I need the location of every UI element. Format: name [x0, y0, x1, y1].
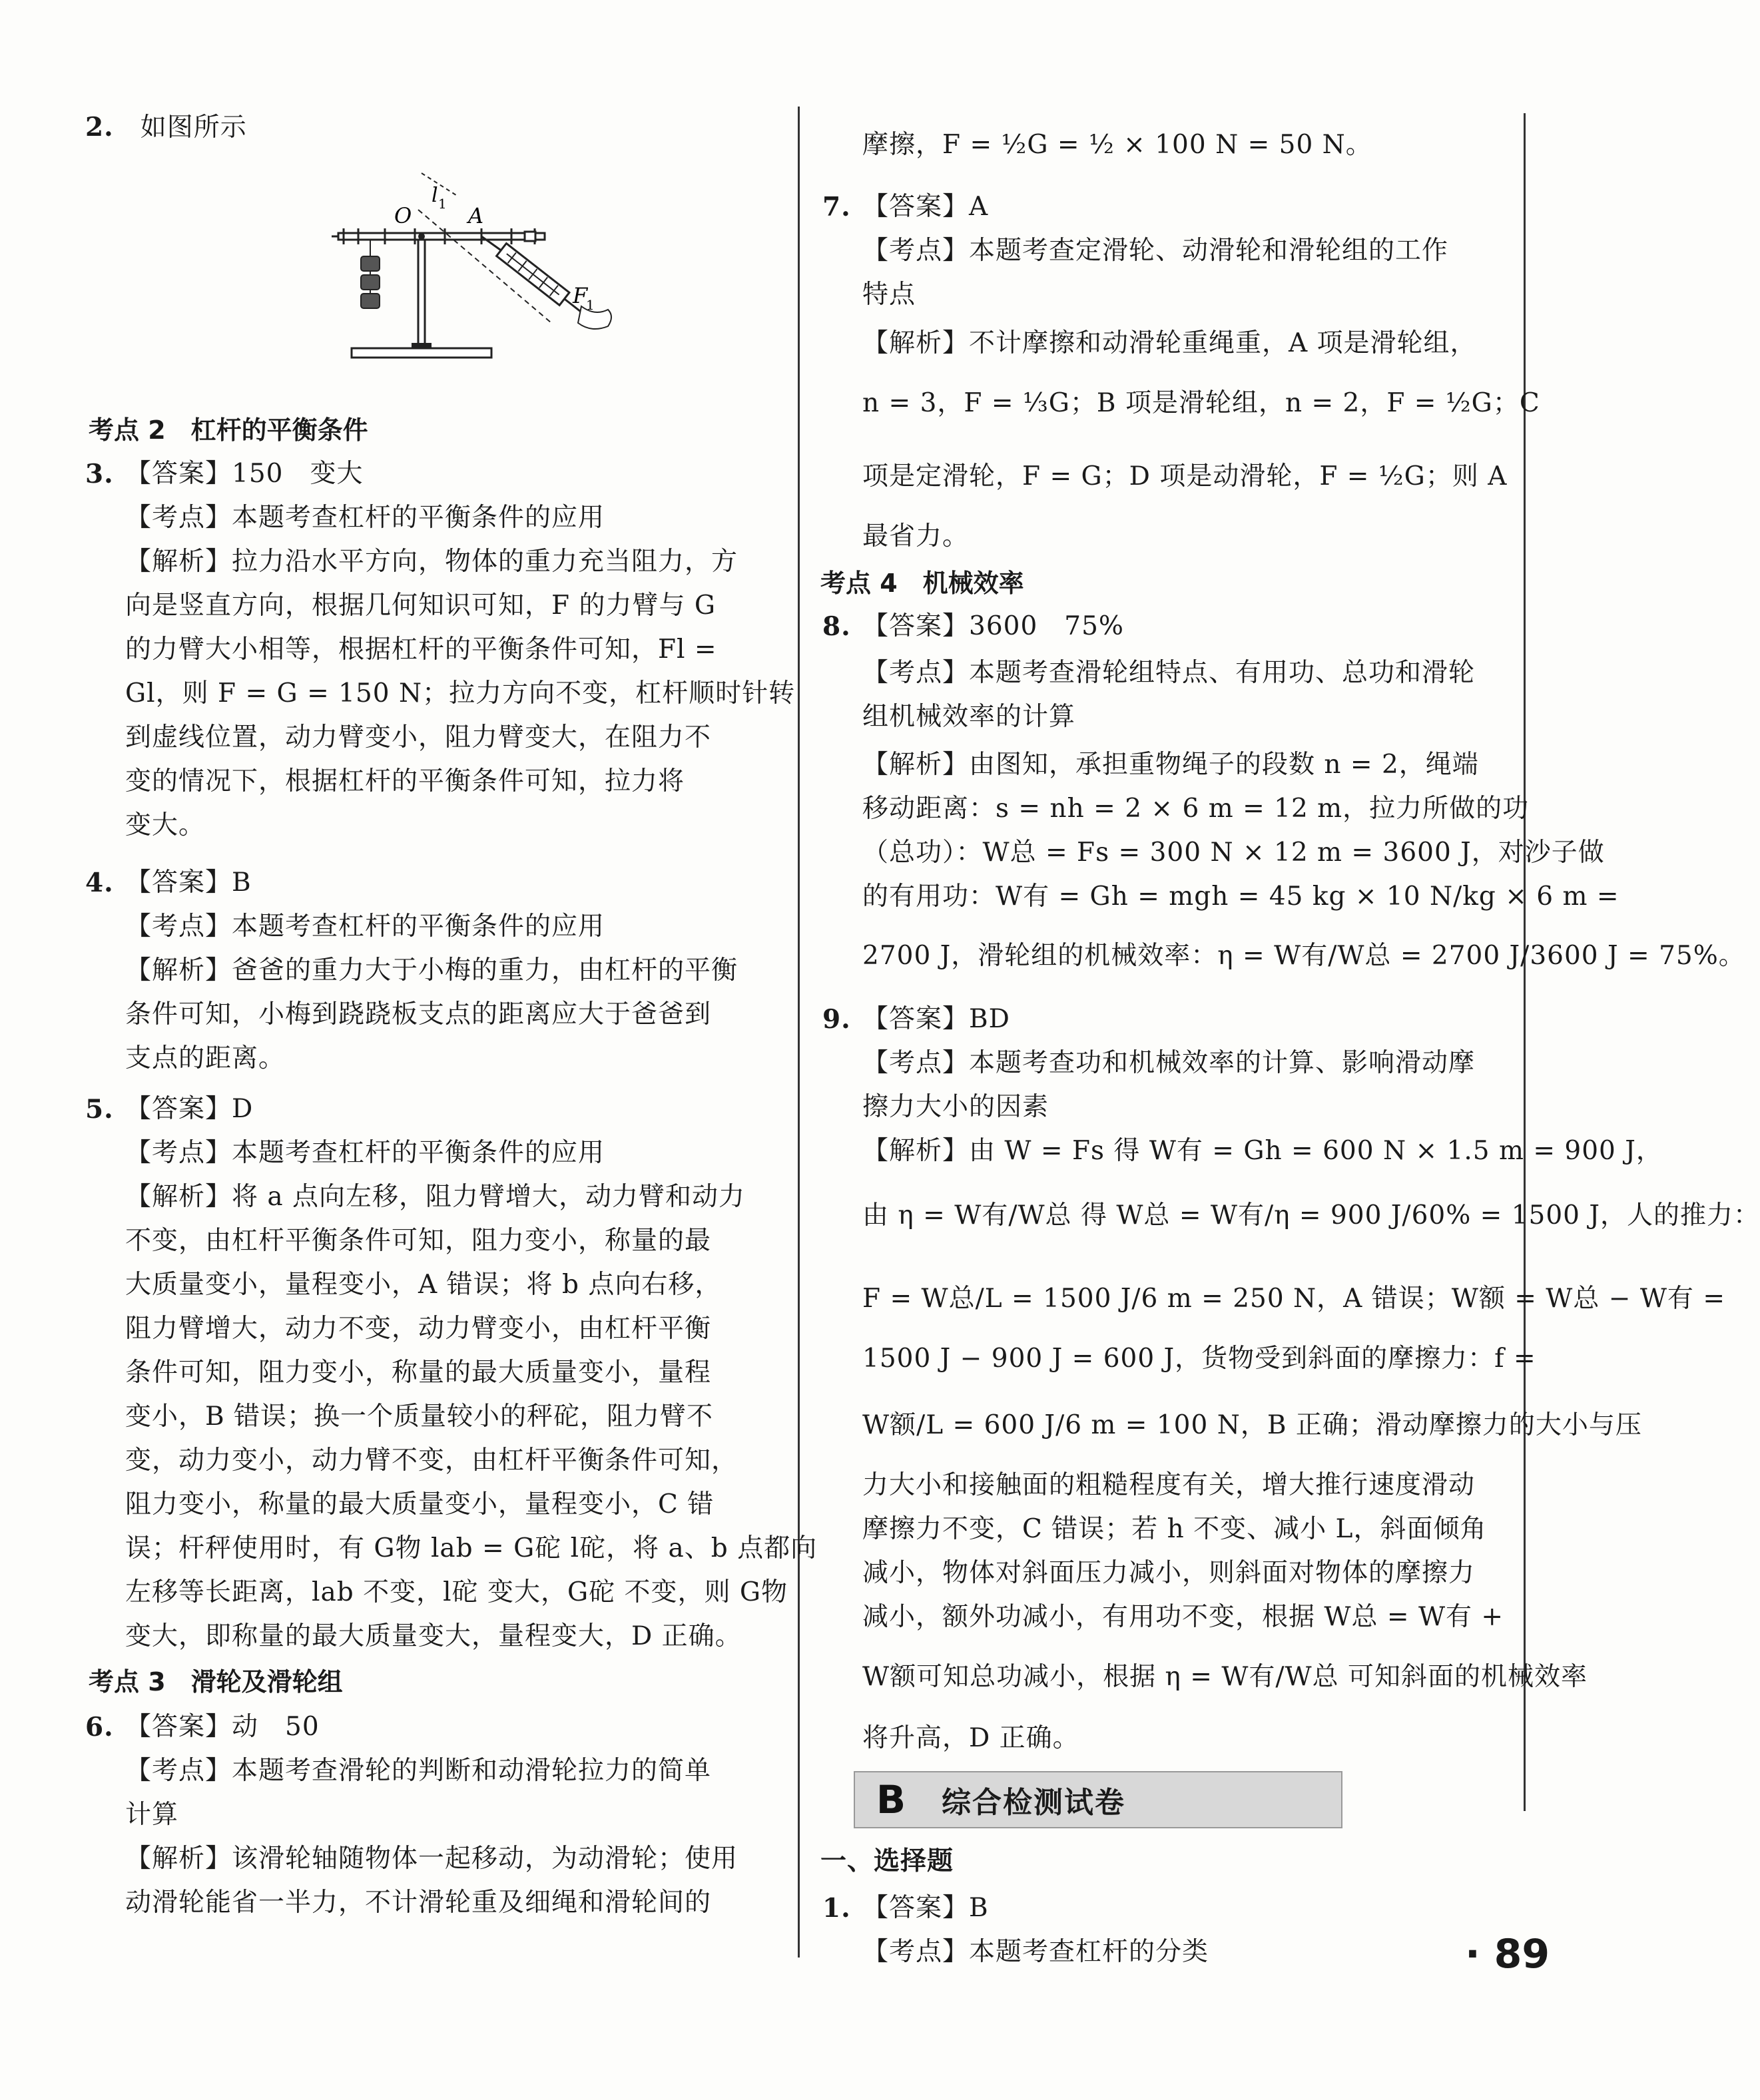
label-A: A [468, 203, 484, 228]
q3-line: 【答案】150 变大 [125, 459, 364, 489]
q2-line [85, 110, 247, 145]
q9-line: 减小，额外功减小，有用功不变，根据 W总 = W有 + [862, 1602, 1504, 1632]
q7-line: n = 3，F = ⅓G；B 项是滑轮组，n = 2，F = ½G；C [862, 388, 1540, 418]
q5-line: 变小，B 错误；换一个质量较小的秤砣，阻力臂不 [125, 1402, 714, 1432]
q9-line: 【考点】本题考查功和机械效率的计算、影响滑动摩 [862, 1048, 1476, 1078]
q4-line: 【考点】本题考查杠杆的平衡条件的应用 [125, 912, 605, 941]
stand-base [352, 348, 491, 358]
stand-pole [418, 240, 425, 346]
q8-number: 8. [822, 611, 851, 642]
q7-line: 特点 [862, 280, 916, 310]
q9-line: 由 η = W有/W总 得 W总 = W有/η = 900 J/60% = 1500 J，人的推力： [862, 1200, 1760, 1230]
q4-line: 条件可知，小梅到跷跷板支点的距离应大于爸爸到 [125, 999, 712, 1029]
q4-line: 支点的距离。 [125, 1043, 286, 1073]
q9-line: 力大小和接触面的粗糙程度有关，增大推行速度滑动 [862, 1470, 1476, 1500]
q7-number: 7. [822, 192, 851, 222]
page-number: · 89 [1465, 1931, 1550, 1977]
q5-line: 误；杆秤使用时，有 G物 lab = G砣 l砣，将 a、b 点都向 [125, 1533, 818, 1563]
q5-line: 阻力臂增大，动力不变，动力臂变小，由杠杆平衡 [125, 1314, 712, 1344]
q6-line: 动滑轮能省一半力，不计滑轮重及细绳和滑轮间的 [125, 1888, 712, 1918]
comprehensive-test-banner [854, 1771, 1342, 1828]
q5-line: 大质量变小，量程变小，A 错误；将 b 点向右移， [125, 1270, 722, 1300]
section-2-heading: 考点 2 杠杆的平衡条件 [89, 415, 368, 445]
q5-line: 条件可知，阻力变小，称量的最大质量变小，量程 [125, 1358, 712, 1388]
q3-number-line: 3. [85, 459, 114, 489]
q3-line: 向是竖直方向，根据几何知识可知，F 的力臂与 G [125, 591, 717, 621]
q8-line: 2700 J，滑轮组的机械效率：η = W有/W总 = 2700 J/3600 J = 75%。 [862, 941, 1745, 971]
q1-line: 【答案】B [862, 1893, 989, 1923]
q8-line: 【解析】由图知，承担重物绳子的段数 n = 2，绳端 [862, 750, 1479, 780]
q5-line: 【解析】将 a 点向左移，阻力臂增大，动力臂和动力 [125, 1182, 746, 1212]
q4-line: 【答案】B [125, 868, 252, 898]
q8-line: 【答案】3600 75% [862, 611, 1124, 641]
q8-line: 的有用功：W有 = Gh = mgh = 45 kg × 10 N/kg × 6 m = [862, 882, 1619, 912]
column-divider [798, 107, 800, 1958]
part-1-heading: 一、选择题 [820, 1846, 954, 1876]
q3-line: 变的情况下，根据杠杆的平衡条件可知，拉力将 [125, 766, 685, 796]
hand [578, 306, 611, 329]
q8-line: 组机械效率的计算 [862, 702, 1076, 732]
q9-line: 1500 J − 900 J = 600 J，货物受到斜面的摩擦力：f = [862, 1344, 1536, 1374]
q7-line: 【答案】A [862, 192, 989, 222]
q9-number: 9. [822, 1004, 851, 1035]
q6-line: 【解析】该滑轮轴随物体一起移动，为动滑轮；使用 [125, 1844, 738, 1874]
label-l1: l [432, 184, 438, 207]
q9-line: 将升高，D 正确。 [862, 1723, 1079, 1753]
q4-number: 4. [85, 868, 114, 898]
q3-line: 【解析】拉力沿水平方向，物体的重力充当阻力，方 [125, 547, 738, 577]
q9-line: 【答案】BD [862, 1004, 1010, 1034]
section-4-heading: 考点 4 机械效率 [820, 569, 1024, 598]
q9-line: 【解析】由 W = Fs 得 W有 = Gh = 600 N × 1.5 m = 900 J， [862, 1136, 1663, 1166]
q9-line: W额/L = 600 J/6 m = 100 N，B 正确；滑动摩擦力的大小与压 [862, 1410, 1642, 1440]
q6-number: 6. [85, 1712, 114, 1742]
q6-line: 【答案】动 50 [125, 1712, 320, 1742]
lever-bar [338, 233, 545, 240]
q3-line: Gl，则 F = G = 150 N；拉力方向不变，杠杆顺时针转 [125, 678, 796, 708]
label-F1: F [573, 283, 588, 308]
label-F1-sub: 1 [586, 297, 595, 313]
q4-line: 【解析】爸爸的重力大于小梅的重力，由杠杆的平衡 [125, 955, 738, 985]
q8-line: 移动距离：s = nh = 2 × 6 m = 12 m，拉力所做的功 [862, 794, 1530, 824]
q1-line: 【考点】本题考查杠杆的分类 [862, 1937, 1209, 1967]
q6-tail-line: 摩擦，F = ½G = ½ × 100 N = 50 N。 [862, 130, 1372, 160]
q9-line: 摩擦力不变，C 错误；若 h 不变、减小 L，斜面倾角 [862, 1514, 1487, 1544]
q6-line: 【考点】本题考查滑轮的判断和动滑轮拉力的简单 [125, 1756, 712, 1786]
q5-number: 5. [85, 1094, 114, 1125]
banner-badge: B [876, 1777, 906, 1822]
q7-line: 最省力。 [862, 521, 970, 551]
q8-line: （总功）：W总 = Fs = 300 N × 12 m = 3600 J，对沙子做 [862, 838, 1605, 868]
q2-number: 2. [85, 112, 114, 142]
q9-line: 减小，物体对斜面压力减小，则斜面对物体的摩擦力 [862, 1558, 1476, 1588]
q1-number: 1. [822, 1893, 851, 1924]
q5-line: 【考点】本题考查杠杆的平衡条件的应用 [125, 1138, 605, 1168]
q2-title: 如图所示 [140, 113, 247, 142]
q3-line: 变大。 [125, 810, 206, 840]
q5-line: 【答案】D [125, 1094, 254, 1124]
q5-line: 不变，由杠杆平衡条件可知，阻力变小，称量的最 [125, 1226, 712, 1256]
q6-line: 计算 [125, 1800, 179, 1830]
q9-line: 擦力大小的因素 [862, 1092, 1049, 1122]
q5-line: 左移等长距离，lab 不变，l砣 变大，G砣 不变，则 G物 [125, 1577, 788, 1607]
label-l1-sub: 1 [438, 196, 447, 212]
q7-line: 项是定滑轮，F = G；D 项是动滑轮，F = ½G；则 A [862, 461, 1508, 491]
lever-figure [332, 170, 678, 383]
q9-line: F = W总/L = 1500 J/6 m = 250 N，A 错误；W额 = W总 − W有 = [862, 1284, 1726, 1314]
q9-line: W额可知总功减小，根据 η = W有/W总 可知斜面的机械效率 [862, 1662, 1588, 1692]
q7-line: 【考点】本题考查定滑轮、动滑轮和滑轮组的工作 [862, 236, 1449, 266]
q5-line: 变，动力变小，动力臂不变，由杠杆平衡条件可知， [125, 1445, 738, 1475]
section-3-heading: 考点 3 滑轮及滑轮组 [89, 1667, 343, 1697]
label-O: O [394, 203, 412, 228]
q7-line: 【解析】不计摩擦和动滑轮重绳重，A 项是滑轮组， [862, 328, 1477, 358]
q3-line: 的力臂大小相等，根据杠杆的平衡条件可知，Fl = [125, 635, 717, 664]
banner-title: 综合检测试卷 [942, 1786, 1125, 1820]
weights [361, 256, 380, 308]
q3-line: 【考点】本题考查杠杆的平衡条件的应用 [125, 503, 605, 533]
q8-line: 【考点】本题考查滑轮组特点、有用功、总功和滑轮 [862, 658, 1476, 688]
q3-line: 到虚线位置，动力臂变小，阻力臂变大，在阻力不 [125, 722, 712, 752]
q5-line: 阻力变小，称量的最大质量变小，量程变小，C 错 [125, 1489, 715, 1519]
q5-line: 变大，即称量的最大质量变大，量程变大，D 正确。 [125, 1621, 742, 1651]
